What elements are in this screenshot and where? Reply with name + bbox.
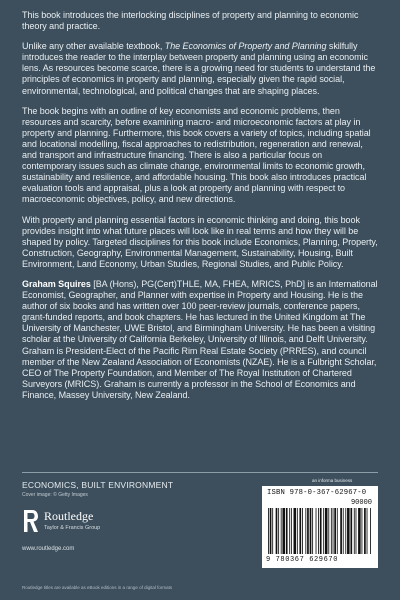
subject-category: ECONOMICS, BUILT ENVIRONMENT xyxy=(22,480,174,490)
blurb-paragraph-intro: This book introduces the interlocking disciplines of property and planning to economic theory and practice. xyxy=(22,10,359,32)
author-bio-text: [BA (Hons), PG(Cert)THLE, MA, FHEA, MRICS, PhD] is an International Economist, Geographer, and Planner with expertise in Property and Housing. He is the author of six books and has written over 100 peer-review journals, conference papers, grant-funded reports, and book chapters. He has lectured in the United Kingdom at The University of Manchester, UWE Bristol, and Birmingham University. He has been a visiting scholar at the University of California Berkeley, University of Illinois, and Delft University. Graham is President-Elect of the Pacific Rim Real Estate Society (PRRES), and council member of the New Zealand Association of Economists (NZAE). He is a Fulbright Scholar, CEO of The Property Foundation, and Member of The Royal Institution of Chartered Surveyors (MRICS). Graham is currently a professor in the School of Economics and Finance, Massey University, New Zealand. xyxy=(22,278,378,400)
publisher-website: www.routledge.com xyxy=(22,546,75,552)
blurb-text: Unlike any other available textbook, xyxy=(22,41,165,52)
author-name: Graham Squires xyxy=(22,278,91,289)
publisher-logo xyxy=(22,508,112,538)
author-bio xyxy=(22,279,378,401)
price-code: 90000 xyxy=(350,499,372,507)
blurb-paragraph-contents: The book begins with an outline of key economists and economic problems, then resources and scarcity, before examining macro- and microeconomic factors at play in property and planning. Furthermore, this book covers a variety of topics, including spatial and locational modelling, fiscal approaches to redistribution, regeneration and renewal, and transport and infrastructure financing. There is also a particular focus on contemporary issues such as climate change, environmental limits to economic growth, sustainability and resilience, and affordable housing. This book also introduces practical evaluation tools and appraisal, plus a look at property and planning with respect to macroeconomic objectives, policy, and new directions. xyxy=(22,105,371,205)
book-title: The Economics of Property and Planning xyxy=(164,41,327,52)
cover-image-credit: Cover image: © Getty Images xyxy=(22,492,88,498)
blurb-text: skilfully introduces the reader to the interplay between property and planning using an economic lens. As resources become scarce, there is a growing need for students to understand the principles of economics in property and planning, especially given the rapid social, environmental, technological, and political changes that are shaping places. xyxy=(22,41,376,96)
publisher-group: Taylor & Francis Group xyxy=(44,525,101,531)
divider xyxy=(22,472,378,473)
isbn-number: ISBN 978-0-367-62967-0 xyxy=(267,489,367,497)
publisher-name: Routledge xyxy=(44,509,94,523)
routledge-logo-icon xyxy=(22,508,40,534)
blurb-paragraph-textbook xyxy=(22,41,378,96)
barcode-icon xyxy=(267,508,373,556)
back-cover-blurb xyxy=(22,10,378,410)
informa-tag: an informa business xyxy=(312,478,353,483)
isbn-barcode xyxy=(262,486,378,568)
ebook-note: Routledge titles are available as eBook editions in a range of digital formats xyxy=(22,585,173,590)
barcode-digits: 9 780367 629670 xyxy=(266,556,339,564)
blurb-paragraph-disciplines: With property and planning essential factors in economic thinking and doing, this book provides insight into what future places will look like in real terms and how they will be shaped by policy. Targeted disciplines for this book include Economics, Planning, Property, Construction, Geography, Environmental Management, Sustainability, Housing, Built Environment, Land Economy, Urban Studies, Regional Studies, and Public Policy. xyxy=(22,214,378,269)
